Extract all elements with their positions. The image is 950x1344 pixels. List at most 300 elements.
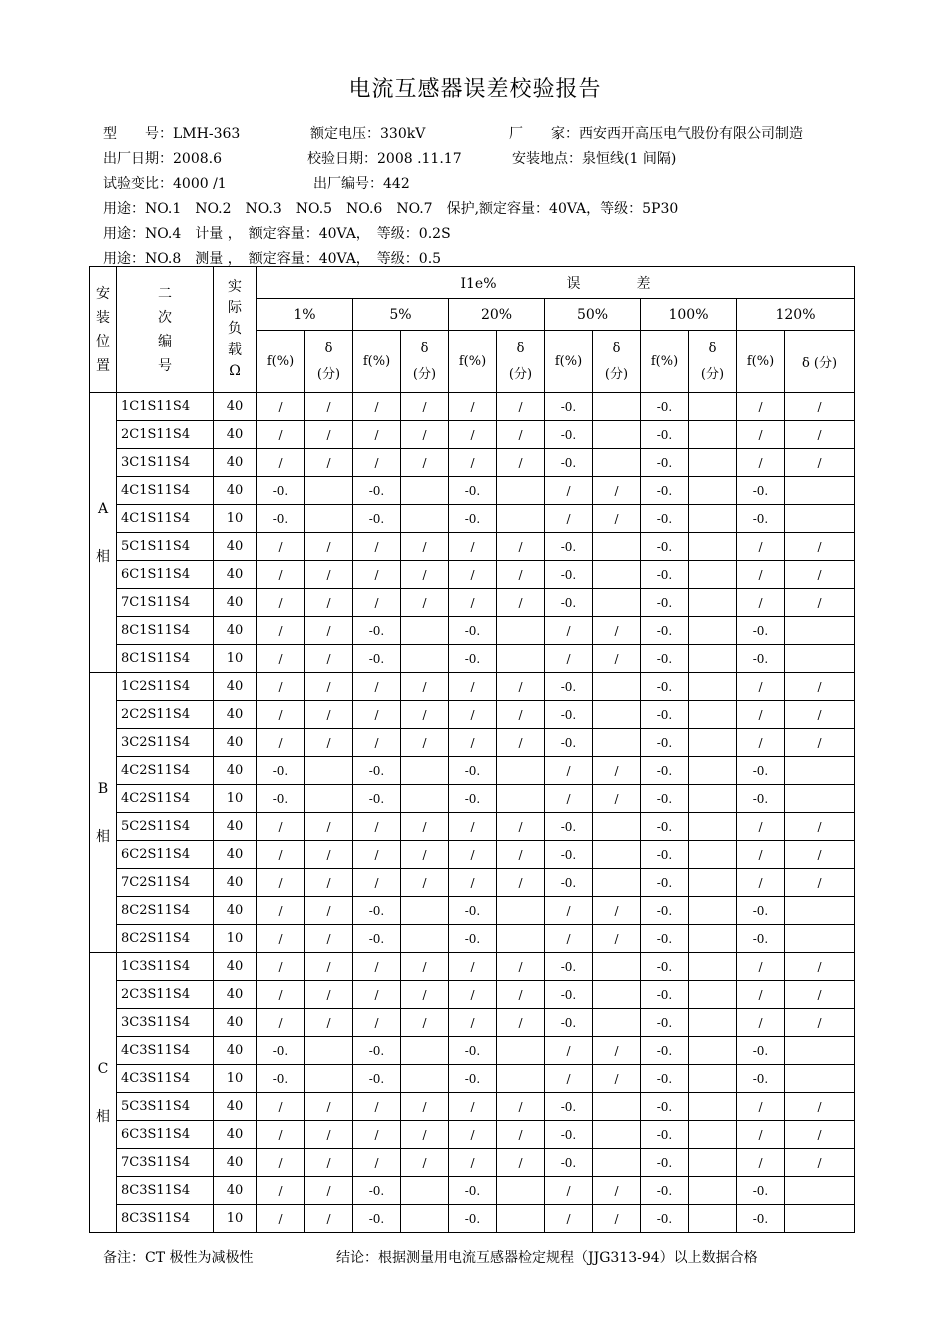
table-row (90, 1149, 855, 1177)
f-value-cell: -0. (449, 785, 497, 813)
f-value-cell: / (545, 897, 593, 925)
delta-value-cell: / (497, 561, 545, 589)
delta-value-cell (689, 589, 737, 617)
f-value-cell: / (737, 981, 785, 1009)
f-value-cell: / (257, 533, 305, 561)
load-cell: 40 (214, 1177, 257, 1205)
delta-value-cell (689, 813, 737, 841)
f-value-cell: -0. (737, 617, 785, 645)
load-cell: 10 (214, 925, 257, 953)
f-value-cell: -0. (641, 841, 689, 869)
f-value-cell: -0. (353, 1065, 401, 1093)
load-header: 实 际 负 载 Ω (214, 267, 257, 393)
f-value-cell: / (257, 897, 305, 925)
delta-value-cell: / (497, 841, 545, 869)
f-value-cell: / (449, 1149, 497, 1177)
f-value-cell: -0. (545, 953, 593, 981)
note-text: 备注：CT 极性为减极性 (103, 1250, 254, 1266)
load-cell: 40 (214, 981, 257, 1009)
delta-value-cell: / (785, 533, 855, 561)
f-value-cell: / (545, 645, 593, 673)
load-cell: 40 (214, 393, 257, 421)
f-value-cell: -0. (641, 673, 689, 701)
f-value-cell: / (257, 813, 305, 841)
delta-value-cell (593, 701, 641, 729)
delta-value-cell: / (497, 981, 545, 1009)
f-value-cell: / (257, 841, 305, 869)
delta-value-cell (689, 1205, 737, 1233)
f-value-cell: / (353, 673, 401, 701)
delta-value-cell: / (497, 1009, 545, 1037)
delta-symbol: δ (420, 340, 429, 356)
conclusion-text: 结论：根据测量用电流互感器检定规程（JJG313-94）以上数据合格 (336, 1250, 758, 1266)
phase-cell (90, 673, 117, 953)
use-line-2: 用途：NO.4 计量 ， 额定容量：40VA， 等级：0.2S (103, 226, 451, 242)
delta-value-cell (305, 1037, 353, 1065)
load-cell: 40 (214, 1149, 257, 1177)
load-cell: 40 (214, 421, 257, 449)
secondary-number-cell: 7C2S11S4 (117, 869, 214, 897)
delta-value-cell: / (401, 1149, 449, 1177)
load-cell: 40 (214, 1121, 257, 1149)
table-row (90, 1205, 855, 1233)
f-value-cell: / (737, 561, 785, 589)
f-value-cell: -0. (737, 785, 785, 813)
delta-value-cell: / (401, 869, 449, 897)
load-cell: 40 (214, 729, 257, 757)
secondary-number-cell: 3C1S11S4 (117, 449, 214, 477)
table-row (90, 645, 855, 673)
test-date-field: 校验日期：2008 .11.17 (307, 151, 462, 167)
delta-value-cell (689, 393, 737, 421)
table-row (90, 533, 855, 561)
load-cell: 40 (214, 617, 257, 645)
delta-value-cell (689, 729, 737, 757)
f-value-cell: -0. (641, 393, 689, 421)
f-value-cell: / (737, 673, 785, 701)
f-value-cell: -0. (641, 617, 689, 645)
delta-value-cell: / (401, 561, 449, 589)
delta-value-cell: / (305, 897, 353, 925)
delta-value-cell (689, 617, 737, 645)
delta-value-cell: / (593, 785, 641, 813)
delta-value-cell: / (305, 1149, 353, 1177)
f-value-cell: -0. (449, 757, 497, 785)
f-value-cell: -0. (737, 1177, 785, 1205)
f-value-cell: -0. (545, 729, 593, 757)
delta-value-cell (401, 785, 449, 813)
phase-suffix: 相 (96, 1108, 110, 1125)
delta-minute-header (401, 331, 449, 393)
table-row (90, 589, 855, 617)
delta-value-cell: / (401, 393, 449, 421)
f-value-cell: -0. (641, 561, 689, 589)
f-value-cell: / (545, 1037, 593, 1065)
delta-value-cell: / (497, 729, 545, 757)
f-value-cell: -0. (449, 1205, 497, 1233)
delta-value-cell: / (593, 1177, 641, 1205)
delta-value-cell (689, 1037, 737, 1065)
f-value-cell: / (449, 393, 497, 421)
load-cell: 40 (214, 1037, 257, 1065)
f-value-cell: -0. (353, 925, 401, 953)
f-value-cell: / (353, 841, 401, 869)
delta-minute-header (305, 331, 353, 393)
f-value-cell: / (545, 925, 593, 953)
f-value-cell: / (449, 813, 497, 841)
f-value-cell: / (737, 449, 785, 477)
f-value-cell: -0. (353, 1205, 401, 1233)
f-value-cell: -0. (449, 1177, 497, 1205)
secondary-number-cell: 3C2S11S4 (117, 729, 214, 757)
delta-value-cell: / (497, 953, 545, 981)
f-value-cell: / (257, 1093, 305, 1121)
load-cell: 40 (214, 953, 257, 981)
f-value-cell: / (353, 1009, 401, 1037)
table-row (90, 617, 855, 645)
delta-value-cell (593, 421, 641, 449)
secondary-number-cell: 5C1S11S4 (117, 533, 214, 561)
delta-value-cell: / (497, 533, 545, 561)
table-row (90, 477, 855, 505)
delta-value-cell (689, 841, 737, 869)
f-value-cell: / (353, 421, 401, 449)
rated-voltage-field: 额定电压：330kV (310, 126, 426, 142)
delta-value-cell: / (593, 505, 641, 533)
table-row (90, 897, 855, 925)
delta-value-cell: / (593, 1065, 641, 1093)
f-value-cell: / (353, 449, 401, 477)
secondary-number-cell: 8C1S11S4 (117, 645, 214, 673)
secondary-number-cell: 1C3S11S4 (117, 953, 214, 981)
delta-value-cell: / (785, 1093, 855, 1121)
f-value-cell: / (353, 589, 401, 617)
secondary-number-cell: 1C1S11S4 (117, 393, 214, 421)
f-value-cell: / (449, 841, 497, 869)
f-value-cell: -0. (545, 393, 593, 421)
table-row (90, 869, 855, 897)
f-value-cell: -0. (545, 813, 593, 841)
f-value-cell: / (545, 477, 593, 505)
delta-value-cell: / (401, 813, 449, 841)
delta-value-cell: / (305, 729, 353, 757)
f-value-cell: / (257, 1177, 305, 1205)
secondary-number-cell: 5C2S11S4 (117, 813, 214, 841)
f-value-cell: -0. (641, 897, 689, 925)
delta-value-cell: / (305, 953, 353, 981)
delta-value-cell (593, 393, 641, 421)
f-value-cell: -0. (545, 981, 593, 1009)
f-value-cell: -0. (641, 953, 689, 981)
delta-symbol: δ (516, 340, 525, 356)
delta-value-cell: / (305, 701, 353, 729)
delta-value-cell: / (305, 645, 353, 673)
f-percent-header: f(%) (545, 331, 593, 393)
table-body (90, 393, 855, 1233)
f-value-cell: / (737, 1093, 785, 1121)
delta-value-cell: / (785, 449, 855, 477)
delta-value-cell (689, 533, 737, 561)
load-cell: 40 (214, 589, 257, 617)
secondary-number-cell: 2C3S11S4 (117, 981, 214, 1009)
delta-value-cell (497, 1037, 545, 1065)
delta-value-cell (689, 673, 737, 701)
f-value-cell: -0. (641, 1205, 689, 1233)
delta-value-cell: / (497, 869, 545, 897)
delta-value-cell (785, 477, 855, 505)
delta-value-cell (689, 505, 737, 533)
delta-value-cell (401, 757, 449, 785)
f-value-cell: / (257, 1009, 305, 1037)
f-value-cell: / (545, 785, 593, 813)
f-value-cell: -0. (641, 981, 689, 1009)
f-value-cell: -0. (449, 477, 497, 505)
f-value-cell: -0. (257, 1037, 305, 1065)
f-value-cell: -0. (545, 1121, 593, 1149)
delta-value-cell: / (593, 1037, 641, 1065)
f-value-cell: -0. (737, 897, 785, 925)
f-value-cell: -0. (641, 421, 689, 449)
load-cell: 40 (214, 757, 257, 785)
f-percent-header: f(%) (449, 331, 497, 393)
f-value-cell: / (353, 533, 401, 561)
delta-value-cell: / (593, 897, 641, 925)
f-value-cell: -0. (641, 449, 689, 477)
f-value-cell: -0. (545, 421, 593, 449)
f-value-cell: / (257, 1121, 305, 1149)
delta-value-cell: / (497, 589, 545, 617)
f-value-cell: -0. (545, 1009, 593, 1037)
delta-value-cell: / (497, 701, 545, 729)
table-row (90, 1121, 855, 1149)
delta-value-cell (305, 757, 353, 785)
f-value-cell: -0. (449, 645, 497, 673)
delta-value-cell: / (305, 589, 353, 617)
delta-value-cell (593, 1121, 641, 1149)
delta-value-cell (593, 561, 641, 589)
f-value-cell: -0. (545, 533, 593, 561)
secondary-number-cell: 8C2S11S4 (117, 897, 214, 925)
f-value-cell: -0. (641, 533, 689, 561)
delta-value-cell (785, 785, 855, 813)
delta-value-cell (401, 1205, 449, 1233)
delta-value-cell (497, 757, 545, 785)
f-value-cell: / (737, 421, 785, 449)
delta-value-cell: / (497, 449, 545, 477)
f-value-cell: / (737, 729, 785, 757)
delta-value-cell (785, 617, 855, 645)
delta-value-cell (593, 673, 641, 701)
delta-value-cell (593, 449, 641, 477)
f-value-cell: -0. (353, 645, 401, 673)
f-value-cell: -0. (641, 505, 689, 533)
use-line-1: 用途：NO.1 NO.2 NO.3 NO.5 NO.6 NO.7 保护,额定容量：40VA，等级：5P30 (103, 201, 679, 217)
delta-value-cell (689, 645, 737, 673)
delta-value-cell: / (401, 673, 449, 701)
f-value-cell: / (545, 1205, 593, 1233)
manufacturer-field: 厂 家：西安西开高压电气股份有限公司制造 (509, 126, 803, 142)
delta-minute-header (593, 331, 641, 393)
delta-unit: (分) (604, 366, 629, 382)
f-value-cell: -0. (641, 1093, 689, 1121)
delta-value-cell: / (785, 421, 855, 449)
delta-value-cell: / (305, 393, 353, 421)
delta-value-cell: / (785, 729, 855, 757)
delta-value-cell (785, 757, 855, 785)
f-value-cell: / (257, 1205, 305, 1233)
table-row (90, 673, 855, 701)
error-table (89, 266, 855, 1233)
delta-value-cell: / (593, 645, 641, 673)
delta-value-cell (785, 897, 855, 925)
delta-value-cell: / (401, 953, 449, 981)
load-cell: 40 (214, 841, 257, 869)
delta-value-cell: / (401, 589, 449, 617)
table-row (90, 701, 855, 729)
f-value-cell: / (737, 1009, 785, 1037)
delta-value-cell (593, 813, 641, 841)
delta-value-cell: / (305, 449, 353, 477)
delta-value-cell: / (305, 421, 353, 449)
secondary-number-cell: 4C3S11S4 (117, 1065, 214, 1093)
f-value-cell: / (257, 617, 305, 645)
f-value-cell: -0. (641, 785, 689, 813)
secondary-number-cell: 4C2S11S4 (117, 757, 214, 785)
f-value-cell: / (257, 645, 305, 673)
secondary-number-cell: 8C3S11S4 (117, 1205, 214, 1233)
table-row (90, 785, 855, 813)
delta-value-cell (593, 981, 641, 1009)
f-value-cell: -0. (353, 1037, 401, 1065)
f-value-cell: -0. (641, 477, 689, 505)
phase-suffix: 相 (96, 548, 110, 565)
f-value-cell: -0. (737, 1065, 785, 1093)
f-value-cell: -0. (545, 701, 593, 729)
f-value-cell: -0. (641, 869, 689, 897)
f-value-cell: -0. (257, 1065, 305, 1093)
position-header: 安 装 位 置 (90, 267, 117, 393)
serial-field: 出厂编号：442 (313, 176, 410, 192)
delta-value-cell: / (785, 841, 855, 869)
load-cell: 10 (214, 785, 257, 813)
f-value-cell: -0. (641, 925, 689, 953)
percent-header: 5% (353, 299, 449, 331)
f-value-cell: / (449, 701, 497, 729)
delta-value-cell (401, 617, 449, 645)
delta-value-cell: / (497, 421, 545, 449)
f-value-cell: -0. (737, 1037, 785, 1065)
delta-value-cell (689, 897, 737, 925)
delta-value-cell: / (305, 981, 353, 1009)
f-value-cell: -0. (353, 477, 401, 505)
delta-value-cell: / (401, 729, 449, 757)
delta-value-cell (497, 785, 545, 813)
secondary-number-cell: 8C3S11S4 (117, 1177, 214, 1205)
delta-symbol: δ (324, 340, 333, 356)
f-value-cell: / (353, 1121, 401, 1149)
delta-value-cell: / (593, 925, 641, 953)
f-value-cell: -0. (449, 505, 497, 533)
f-value-cell: / (449, 421, 497, 449)
f-value-cell: / (353, 813, 401, 841)
delta-value-cell (401, 477, 449, 505)
f-value-cell: -0. (449, 1037, 497, 1065)
secondary-number-cell: 7C3S11S4 (117, 1149, 214, 1177)
f-value-cell: / (545, 505, 593, 533)
delta-minute-header (689, 331, 737, 393)
delta-unit: (分) (700, 366, 725, 382)
f-value-cell: / (257, 673, 305, 701)
f-value-cell: -0. (353, 785, 401, 813)
f-value-cell: -0. (449, 897, 497, 925)
phase-letter: A (97, 500, 109, 517)
delta-value-cell: / (401, 1121, 449, 1149)
f-value-cell: / (353, 729, 401, 757)
load-cell: 10 (214, 645, 257, 673)
delta-value-cell (593, 533, 641, 561)
secondary-number-header: 二 次 编 号 (117, 267, 214, 393)
secondary-number-cell: 5C3S11S4 (117, 1093, 214, 1121)
f-value-cell: / (353, 1093, 401, 1121)
table-row (90, 1009, 855, 1037)
delta-value-cell (785, 925, 855, 953)
delta-value-cell (785, 1205, 855, 1233)
delta-value-cell: / (401, 533, 449, 561)
f-value-cell: / (353, 869, 401, 897)
f-value-cell: -0. (545, 869, 593, 897)
secondary-number-cell: 4C2S11S4 (117, 785, 214, 813)
delta-minute-header (497, 331, 545, 393)
delta-value-cell: / (593, 1205, 641, 1233)
f-value-cell: -0. (641, 729, 689, 757)
f-value-cell: -0. (545, 449, 593, 477)
load-cell: 40 (214, 561, 257, 589)
delta-value-cell (785, 1177, 855, 1205)
f-value-cell: -0. (641, 1065, 689, 1093)
delta-value-cell (401, 505, 449, 533)
secondary-number-cell: 4C3S11S4 (117, 1037, 214, 1065)
delta-value-cell: / (785, 981, 855, 1009)
delta-value-cell: / (785, 589, 855, 617)
delta-value-cell: / (305, 1205, 353, 1233)
delta-value-cell: / (401, 841, 449, 869)
table-row (90, 813, 855, 841)
f-value-cell: -0. (641, 1009, 689, 1037)
delta-value-cell: / (497, 1093, 545, 1121)
delta-value-cell: / (305, 561, 353, 589)
f-value-cell: -0. (353, 505, 401, 533)
percent-header: 1% (257, 299, 353, 331)
delta-value-cell: / (497, 1121, 545, 1149)
delta-value-cell: / (785, 869, 855, 897)
f-value-cell: / (545, 617, 593, 645)
delta-value-cell (497, 477, 545, 505)
table-row (90, 841, 855, 869)
f-value-cell: / (737, 953, 785, 981)
f-value-cell: -0. (545, 1093, 593, 1121)
f-value-cell: / (353, 561, 401, 589)
load-cell: 40 (214, 449, 257, 477)
delta-unit: (分) (316, 366, 341, 382)
f-value-cell: / (449, 869, 497, 897)
table-row (90, 729, 855, 757)
f-value-cell: -0. (737, 477, 785, 505)
load-cell: 40 (214, 1009, 257, 1037)
delta-value-cell: / (593, 617, 641, 645)
delta-value-cell (593, 1149, 641, 1177)
delta-value-cell (497, 1205, 545, 1233)
secondary-number-cell: 1C2S11S4 (117, 673, 214, 701)
